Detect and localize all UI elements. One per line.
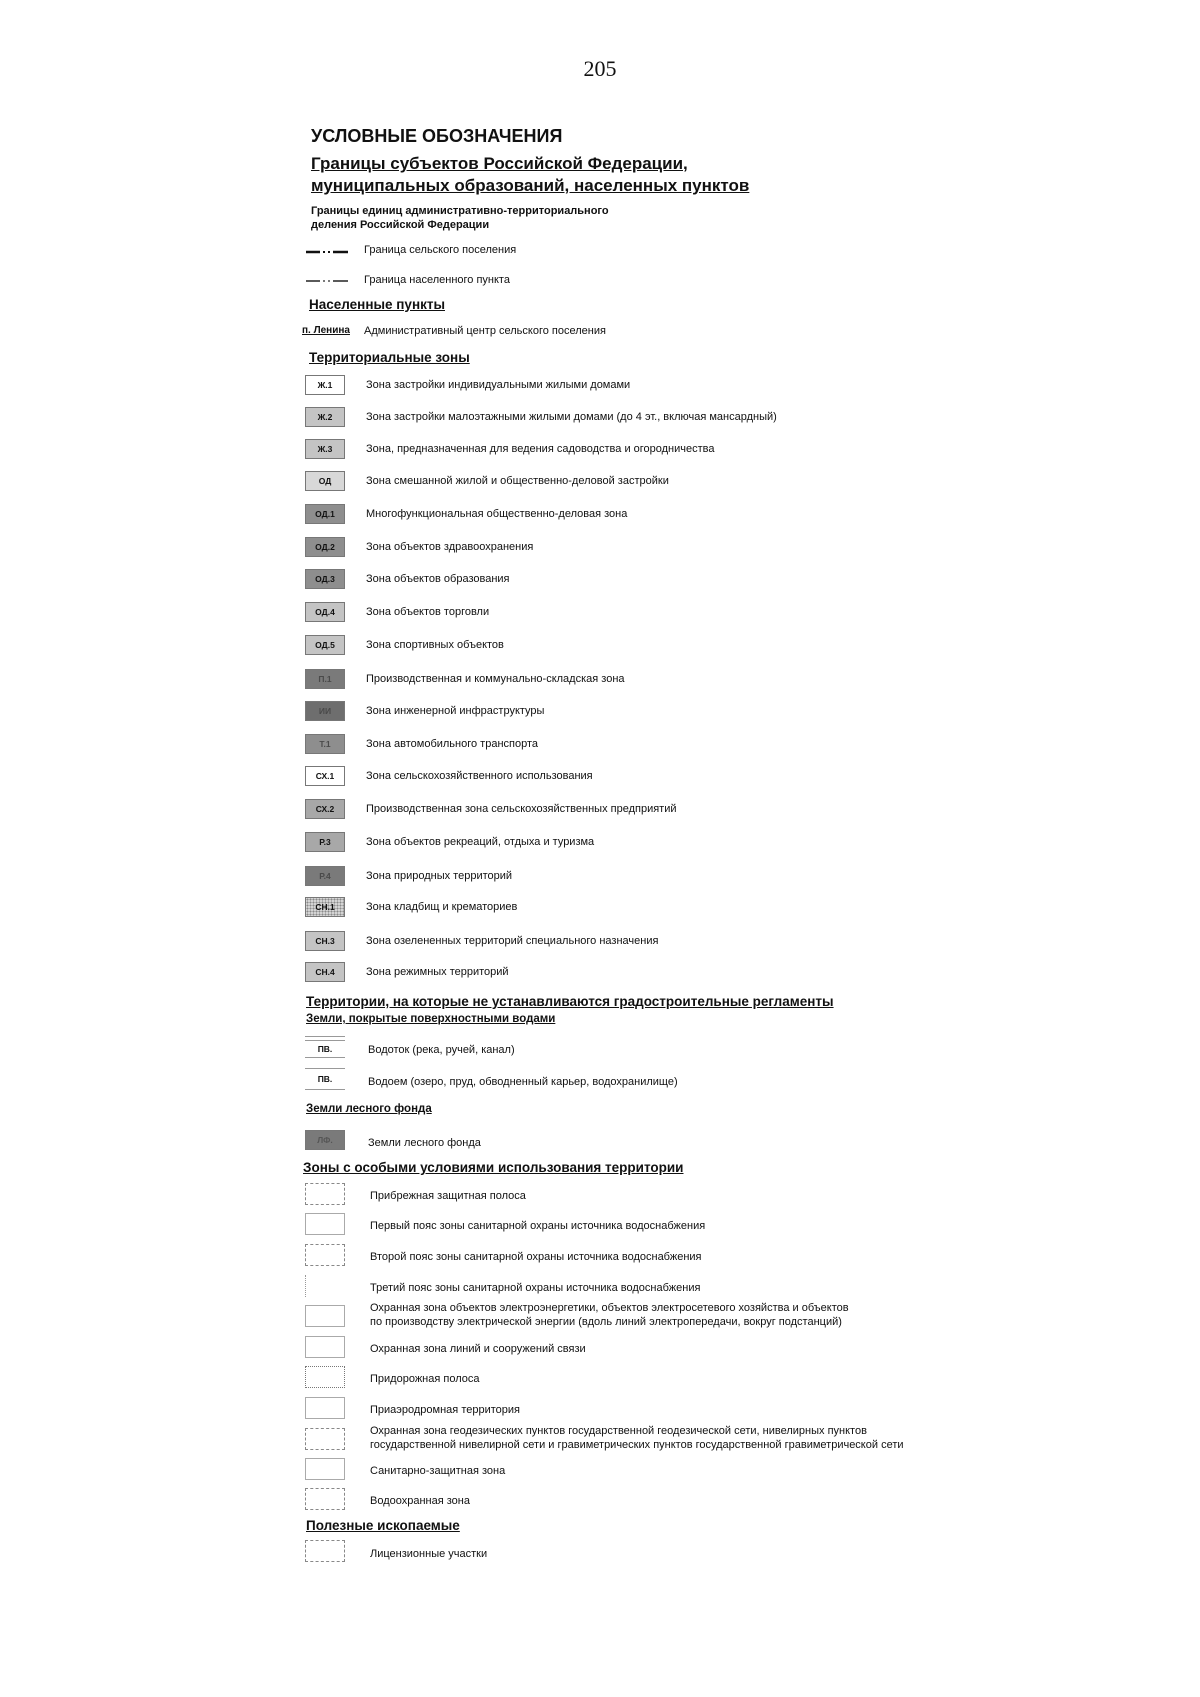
settlement-sample-label: п. Ленина <box>302 325 350 336</box>
water-body-label: Водоем (озеро, пруд, обводненный карьер, водохранилище) <box>368 1076 678 1088</box>
water-body-code: ПВ. <box>317 1074 333 1084</box>
special-zone-symbol <box>305 1488 345 1510</box>
settlement-boundary-label: Граница населенного пункта <box>364 274 510 286</box>
zone-label: Зона объектов здравоохранения <box>366 541 534 553</box>
zone-label: Зона объектов образования <box>366 573 510 585</box>
special-zone-symbol <box>305 1244 345 1266</box>
special-zone-label: Второй пояс зоны санитарной охраны источника водоснабжения <box>370 1251 702 1263</box>
special-zone-label: Придорожная полоса <box>370 1373 480 1385</box>
zone-label: Зона природных территорий <box>366 870 513 882</box>
license-area-label: Лицензионные участки <box>370 1548 488 1560</box>
zone-code-box: Ж.2 <box>305 407 345 427</box>
boundaries-heading-line2: муниципальных образований, населенных пунктов <box>311 176 750 195</box>
watercourse-label: Водоток (река, ручей, канал) <box>368 1044 515 1056</box>
zone-label: Зона застройки индивидуальными жилыми домами <box>366 379 631 391</box>
special-zone-label: Третий пояс зоны санитарной охраны источника водоснабжения <box>370 1282 701 1294</box>
zone-code-box: СН.3 <box>305 931 345 951</box>
zone-label: Зона автомобильного транспорта <box>366 738 539 750</box>
special-zone-label: Водоохранная зона <box>370 1495 470 1507</box>
zone-code-box: Ж.1 <box>305 375 345 395</box>
license-area-symbol <box>305 1540 345 1562</box>
zone-code-box: Т.1 <box>305 734 345 754</box>
special-zone-label: Охранная зона линий и сооружений связи <box>370 1343 586 1355</box>
zone-code-box: Р.3 <box>305 832 345 852</box>
rural-settlement-boundary-label: Граница сельского поселения <box>364 244 517 256</box>
water-body-symbol <box>305 1068 345 1090</box>
water-heading: Земли, покрытые поверхностными водами <box>306 1013 556 1025</box>
zone-label: Зона режимных территорий <box>366 966 509 978</box>
zone-code-box: СН.1 <box>305 897 345 917</box>
special-zone-label: Прибрежная защитная полоса <box>370 1190 526 1202</box>
zone-label: Многофункциональная общественно-деловая зона <box>366 508 628 520</box>
zones-heading: Территориальные зоны <box>309 350 470 365</box>
forest-fund-label: Земли лесного фонда <box>368 1137 481 1149</box>
zone-label: Зона, предназначенная для ведения садоводства и огородничества <box>366 443 715 455</box>
zone-label: Зона инженерной инфраструктуры <box>366 705 545 717</box>
special-zone-label: Охранная зона геодезических пунктов государственной геодезической сети, нивелирных пунктов <box>370 1425 867 1437</box>
special-zone-symbol <box>305 1336 345 1358</box>
zone-code-box: ОД.3 <box>305 569 345 589</box>
zone-code-box: ОД.4 <box>305 602 345 622</box>
zone-label: Зона озелененных территорий специального назначения <box>366 935 659 947</box>
zone-code-box: СН.4 <box>305 962 345 982</box>
special-zone-symbol <box>305 1428 345 1450</box>
no-regulations-heading: Территории, на которые не устанавливаются градостроительные регламенты <box>306 994 834 1009</box>
zone-label: Производственная и коммунально-складская зона <box>366 673 625 685</box>
page-number: 205 <box>583 56 617 81</box>
special-zone-symbol <box>305 1213 345 1235</box>
zone-code-box: П.1 <box>305 669 345 689</box>
settlements-heading: Населенные пункты <box>309 297 445 312</box>
settlement-boundary-symbol <box>306 273 352 289</box>
zone-code-box: Ж.3 <box>305 439 345 459</box>
zone-code-box: ОД.5 <box>305 635 345 655</box>
settlement-description: Административный центр сельского поселения <box>364 325 606 337</box>
zone-label: Зона кладбищ и крематориев <box>366 901 518 913</box>
forest-fund-code: ЛФ. <box>305 1130 345 1150</box>
special-zone-label-line2: государственной нивелирной сети и гравиметрических пунктов государственной гравиметрической сети <box>370 1439 904 1451</box>
zone-label: Зона застройки малоэтажными жилыми домами (до 4 эт., включая мансардный) <box>366 411 777 423</box>
watercourse-code: ПВ. <box>317 1044 333 1054</box>
special-zone-label: Санитарно-защитная зона <box>370 1465 506 1477</box>
zone-code-box: ОД.2 <box>305 537 345 557</box>
special-zone-label: Охранная зона объектов электроэнергетики, объектов электросетевого хозяйства и объектов <box>370 1302 849 1314</box>
minerals-heading: Полезные ископаемые <box>306 1518 460 1533</box>
special-zones-heading: Зоны с особыми условиями использования территории <box>303 1160 684 1175</box>
boundaries-heading-line1: Границы субъектов Российской Федерации, <box>311 154 688 173</box>
watercourse-symbol <box>305 1036 345 1058</box>
legend-title: УСЛОВНЫЕ ОБОЗНАЧЕНИЯ <box>311 126 563 146</box>
zone-label: Зона спортивных объектов <box>366 639 504 651</box>
special-zone-label: Приаэродромная территория <box>370 1404 520 1416</box>
special-zone-label: Первый пояс зоны санитарной охраны источника водоснабжения <box>370 1220 706 1232</box>
zone-label: Производственная зона сельскохозяйственных предприятий <box>366 803 677 815</box>
special-zone-symbol <box>305 1366 345 1388</box>
special-zone-symbol <box>305 1183 345 1205</box>
zone-code-box: ОД.1 <box>305 504 345 524</box>
special-zone-symbol <box>305 1458 345 1480</box>
boundaries-subheading-line2: деления Российской Федерации <box>311 219 490 231</box>
zone-code-box: ИИ <box>305 701 345 721</box>
rural-settlement-boundary-symbol <box>306 244 352 260</box>
special-zone-symbol <box>305 1275 345 1297</box>
zone-label: Зона объектов торговли <box>366 606 490 618</box>
zone-label: Зона сельскохозяйственного использования <box>366 770 593 782</box>
special-zone-symbol <box>305 1305 345 1327</box>
boundaries-subheading-line1: Границы единиц административно-территориального <box>311 205 609 217</box>
forest-heading: Земли лесного фонда <box>306 1103 432 1115</box>
zone-label: Зона смешанной жилой и общественно-деловой застройки <box>366 475 669 487</box>
special-zone-symbol <box>305 1397 345 1419</box>
zone-code-box: ОД <box>305 471 345 491</box>
zone-code-box: Р.4 <box>305 866 345 886</box>
zone-code-box: СХ.2 <box>305 799 345 819</box>
zone-code-box: СХ.1 <box>305 766 345 786</box>
special-zone-label-line2: по производству электрической энергии (вдоль линий электропередачи, вокруг подстанций) <box>370 1316 842 1328</box>
zone-label: Зона объектов рекреаций, отдыха и туризма <box>366 836 595 848</box>
